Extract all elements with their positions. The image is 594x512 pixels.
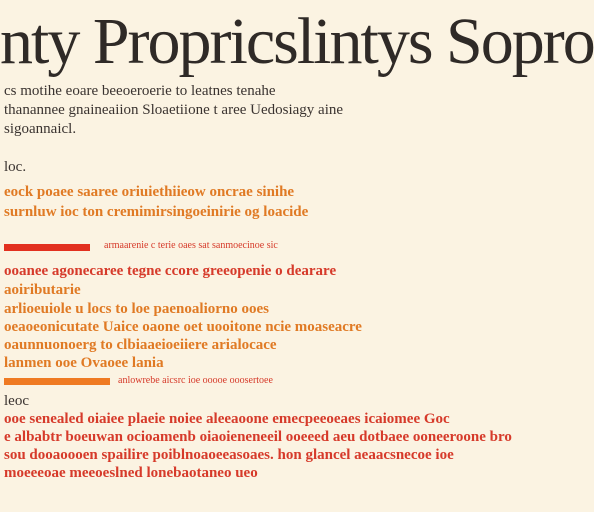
section-2-line-2: e albabtr boeuwan ocioamenb oiaoieneneeil ooeeed aeu dotbaee ooneeroone bro <box>4 429 512 445</box>
intro-line-1: cs motihe eoare beeoeroerie to leatnes tenahe <box>4 83 276 99</box>
section-2-line-1: ooe senealed oiaiee plaeie noiee aleeaoone emecpeeoeaes icaiomee Goc <box>4 411 450 427</box>
section-2-line-3: sou dooaoooen spailire poiblnoaoeeasoaes. hon glancel aeaacsnecoe ioe <box>4 447 454 463</box>
section-1-after-line-5: oaunnuonoerg to clbiaaeioeiiere arialocace <box>4 337 277 353</box>
section-1-after-line-4: oeaoeonicutate Uaice oaone oet uooitone ncie moaseacre <box>4 319 362 335</box>
document-title: nty Propricslintys Sopro <box>0 5 594 78</box>
highlight-bar-red <box>4 244 90 251</box>
intro-line-3: sigoannaicl. <box>4 121 77 137</box>
section-1-after-line-1: ooanee agonecaree tegne ccore greeopenie o dearare <box>4 263 337 279</box>
section-2-line-4: moeeeoae meeoeslned lonebaotaneo ueo <box>4 465 258 481</box>
section-1-after-line-3: arlioeuiole u locs to loe paenoaliorno ooes <box>4 301 269 317</box>
section-1-line-2: surnluw ioc ton cremimirsingoeinirie og loacide <box>4 204 309 220</box>
section-1-heading: loc. <box>4 159 27 175</box>
section-1-after-line-6: lanmen ooe Ovaoee lania <box>4 355 164 371</box>
highlight-bar-orange <box>4 378 110 385</box>
section-1-after-line-2: aoiributarie <box>4 282 81 298</box>
intro-line-2: thanannee gnaineaiion Sloaetiione t aree Uedosiagy aine <box>4 102 344 118</box>
bar-caption-1: armaarenie c terie oaes sat sanmoecinoe sic <box>104 240 278 251</box>
section-2-heading: leoc <box>4 393 29 409</box>
bar-caption-2: anlowrebe aicsrc ioe ooooe ooosertoee <box>118 375 273 386</box>
section-1-line-1: eock poaee saaree oriuiethiieow oncrae sinihe <box>4 184 295 200</box>
